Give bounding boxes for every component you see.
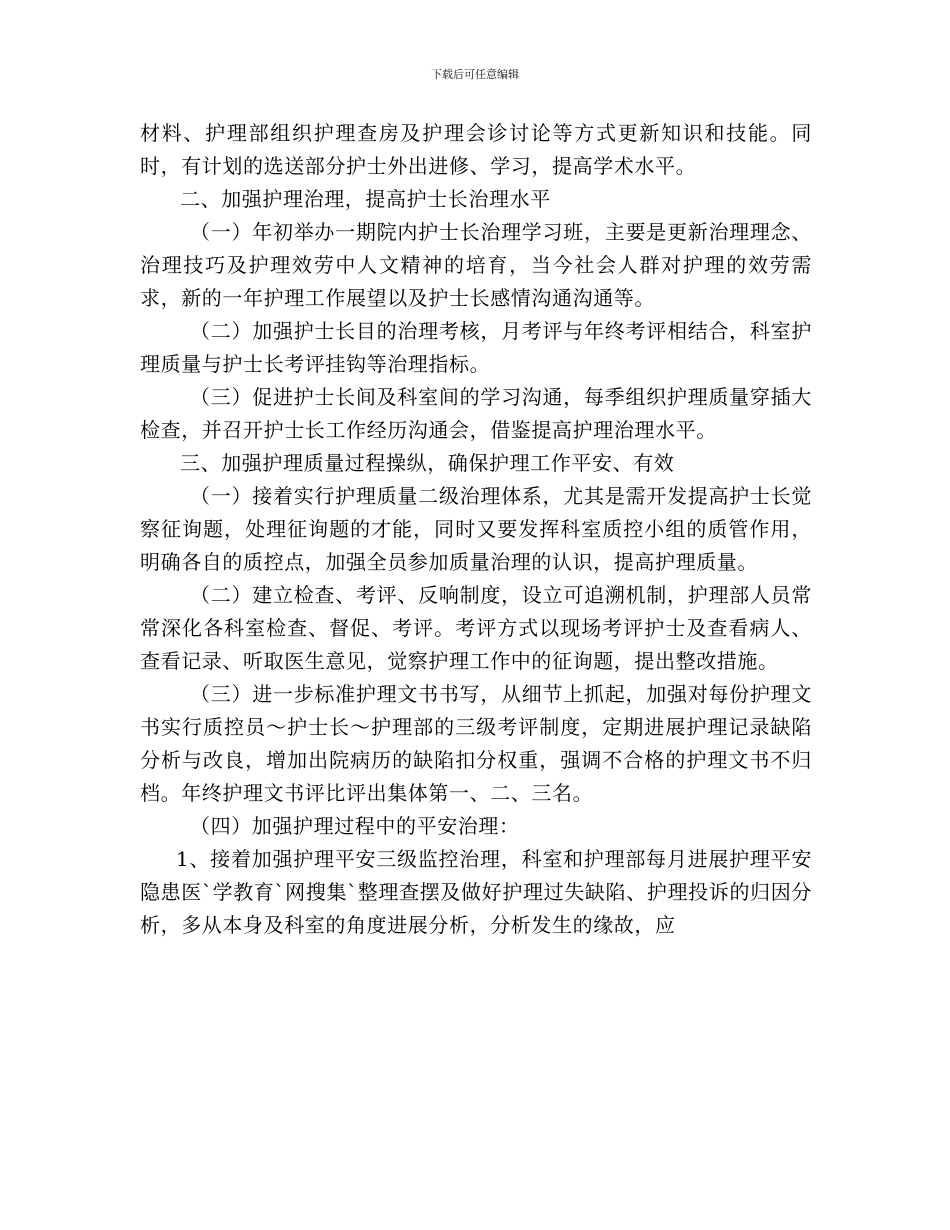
paragraph-continuation: 材料、护理部组织护理查房及护理会诊讨论等方式更新知识和技能。同时，有计划的选送部分护士外出进修、学习，提高学术水平。 [140,121,812,178]
document-body [140,117,812,942]
page-header: 下载后可任意编辑 [431,68,519,81]
paragraph-3-1: （一）接着实行护理质量二级治理体系，尤其是需开发提高护士长觉察征询题，处理征询题的才能，同时又要发挥科室质控小组的质管作用，明确各自的质控点，加强全员参加质量治理的认识，提高护理质量。 [140,484,812,574]
section-heading-3: 三、加强护理质量过程操纵，确保护理工作平安、有效 [180,451,675,475]
section-heading-2: 二、加强护理治理，提高护士长治理水平 [180,187,551,211]
paragraph-2-3: （三）促进护士长间及科室间的学习沟通，每季组织护理质量穿插大检查，并召开护士长工作经历沟通会，借鉴提高护理治理水平。 [140,385,812,442]
paragraph-2-1: （一）年初举办一期院内护士长治理学习班，主要是更新治理理念、治理技巧及护理效劳中人文精神的培育，当今社会人群对护理的效劳需求，新的一年护理工作展望以及护士长感情沟通沟通等。 [140,220,812,310]
paragraph-2-2: （二）加强护士长目的治理考核，月考评与年终考评相结合，科室护理质量与护士长考评挂钩等治理指标。 [140,319,812,376]
paragraph-3-3: （三）进一步标准护理文书书写，从细节上抓起，加强对每份护理文书实行质控员～护士长～护理部的三级考评制度，定期进展护理记录缺陷分析与改良，增加出院病历的缺陷扣分权重，强调不合格的护理文书不归档。年终护理文书评比评出集体第一、二、三名。 [140,682,812,805]
paragraph-3-2: （二）建立检查、考评、反响制度，设立可追溯机制，护理部人员常常深化各科室检查、督促、考评。考评方式以现场考评护士及查看病人、查看记录、听取医生意见，觉察护理工作中的征询题，提出整改措施。 [140,583,812,673]
paragraph-3-4-1: 1、接着加强护理平安三级监控治理，科室和护理部每月进展护理平安隐患医`学教育`网搜集`整理查摆及做好护理过失缺陷、护理投诉的归因分析，多从本身及科室的角度进展分析，分析发生的缘故，应 [140,847,812,937]
paragraph-3-4: （四）加强护理过程中的平安治理： [190,814,520,838]
